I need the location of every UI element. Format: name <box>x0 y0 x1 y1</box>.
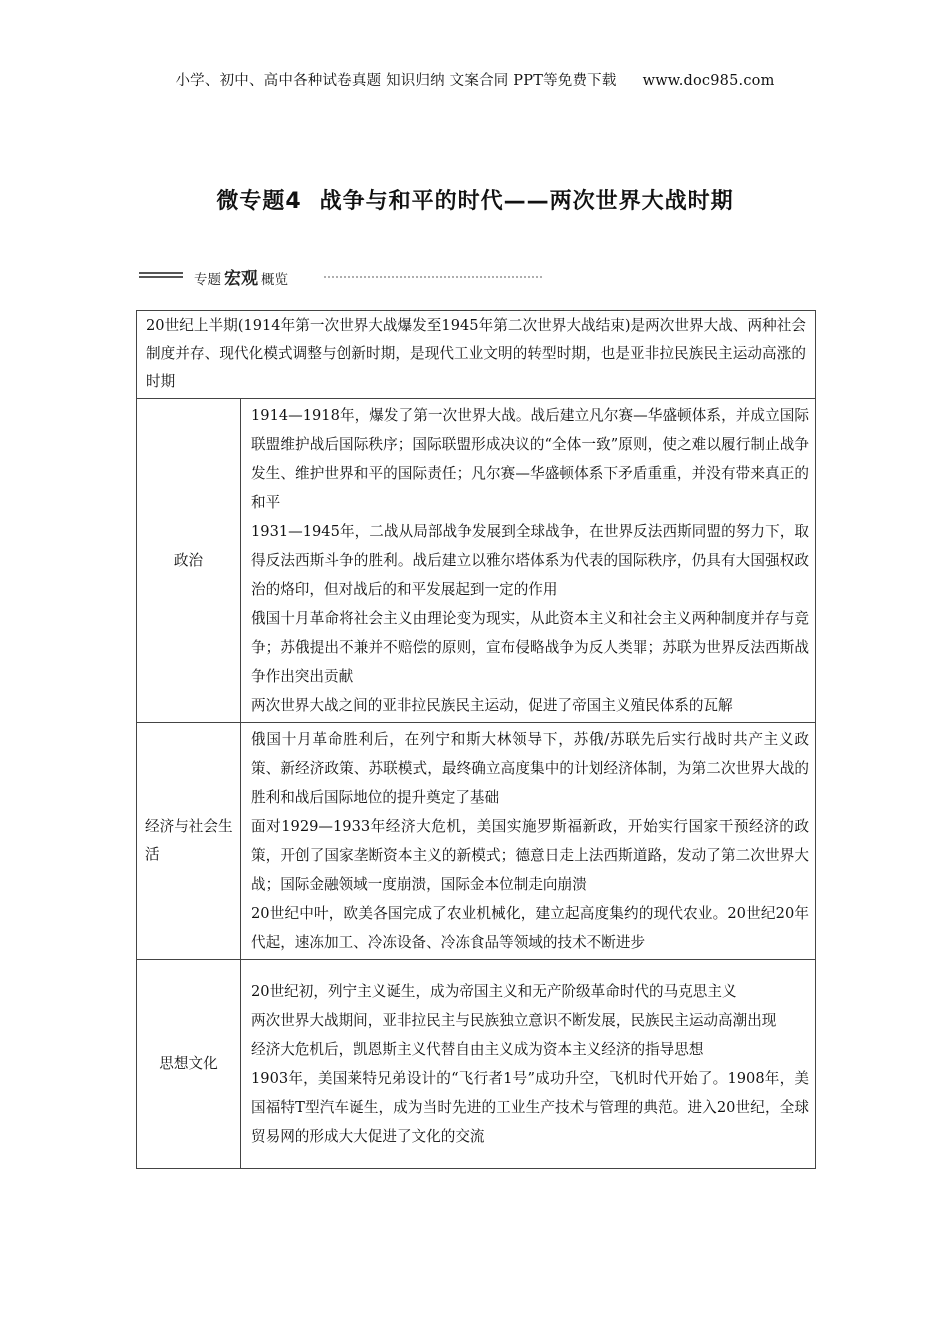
paragraph: 1903年，美国莱特兄弟设计的“飞行者1号”成功升空，飞机时代开始了。1908年，美国福特T型汽车诞生，成为当时先进的工业生产技术与管理的典范。进入20世纪，全球贸易网的形成大大促进了文化的交流 <box>251 1070 809 1145</box>
intro-cell <box>137 311 816 399</box>
section-heading <box>137 262 737 288</box>
paragraph: 两次世界大战期间，亚非拉民主与民族独立意识不断发展，民族民主运动高潮出现 <box>251 1012 777 1029</box>
content-cell-culture <box>241 960 816 1169</box>
section-label-part2: 宏观 <box>224 269 258 289</box>
content-cell-economy <box>241 723 816 960</box>
paragraph: 经济大危机后，凯恩斯主义代替自由主义成为资本主义经济的指导思想 <box>251 1041 704 1058</box>
table-row-intro <box>137 311 816 399</box>
table-row <box>137 723 816 960</box>
intro-text: 20世纪上半期(1914年第一次世界大战爆发至1945年第二次世界大战结束)是两次世界大战、两种社会制度并存、现代化模式调整与创新时期，是现代工业文明的转型时期，也是亚非拉民族民主运动高涨的时期 <box>146 317 806 390</box>
page-title <box>0 184 950 215</box>
section-label-part1: 专题 <box>194 272 221 288</box>
paragraph: 面对1929—1933年经济大危机，美国实施罗斯福新政，开始实行国家干预经济的政策，开创了国家垄断资本主义的新模式；德意日走上法西斯道路，发动了第二次世界大战；国际金融领域一度崩溃，国际金本位制走向崩溃 <box>251 818 809 893</box>
paragraph: 1914—1918年，爆发了第一次世界大战。战后建立凡尔赛—华盛顿体系，并成立国际联盟维护战后国际秩序；国际联盟形成决议的“全体一致”原则，使之难以履行制止战争发生、维护世界和平的国际责任；凡尔赛—华盛顿体系下矛盾重重，并没有带来真正的和平 <box>251 407 809 511</box>
category-cell-economy: 经济与社会生活 <box>137 723 241 960</box>
table-row <box>137 399 816 723</box>
paragraph: 1931—1945年，二战从局部战争发展到全球战争，在世界反法西斯同盟的努力下，取得反法西斯斗争的胜利。战后建立以雅尔塔体系为代表的国际秩序，仍具有大国强权政治的烙印，但对战后的和平发展起到一定的作用 <box>251 523 809 598</box>
section-label-part3: 概览 <box>261 272 288 288</box>
header-left-text: 小学、初中、高中各种试卷真题 知识归纳 文案合同 PPT等免费下载 <box>175 73 617 89</box>
section-label <box>194 264 288 289</box>
section-dotted-rule <box>323 275 543 279</box>
paragraph: 20世纪初，列宁主义诞生，成为帝国主义和无产阶级革命时代的马克思主义 <box>251 983 737 1000</box>
paragraph: 20世纪中叶，欧美各国完成了农业机械化，建立起高度集约的现代农业。20世纪20年代起，速冻加工、冷冻设备、冷冻食品等领域的技术不断进步 <box>251 905 809 951</box>
page-header <box>0 69 950 90</box>
title-main: 战争与和平的时代——两次世界大战时期 <box>319 189 734 214</box>
category-cell-politics: 政治 <box>137 399 241 723</box>
paragraph: 俄国十月革命将社会主义由理论变为现实，从此资本主义和社会主义两种制度并存与竞争；苏俄提出不兼并不赔偿的原则，宣布侵略战争为反人类罪；苏联为世界反法西斯战争作出突出贡献 <box>251 610 809 685</box>
paragraph: 俄国十月革命胜利后，在列宁和斯大林领导下，苏俄/苏联先后实行战时共产主义政策、新经济政策、苏联模式，最终确立高度集中的计划经济体制，为第二次世界大战的胜利和战后国际地位的提升奠定了基础 <box>251 731 809 806</box>
section-bar-decoration <box>139 272 183 280</box>
category-cell-culture: 思想文化 <box>137 960 241 1169</box>
overview-table <box>136 310 816 1169</box>
content-cell-politics <box>241 399 816 723</box>
table-row <box>137 960 816 1169</box>
header-website: www.doc985.com <box>642 73 775 89</box>
title-prefix: 微专题4 <box>216 189 302 214</box>
paragraph: 两次世界大战之间的亚非拉民族民主运动，促进了帝国主义殖民体系的瓦解 <box>251 697 733 714</box>
